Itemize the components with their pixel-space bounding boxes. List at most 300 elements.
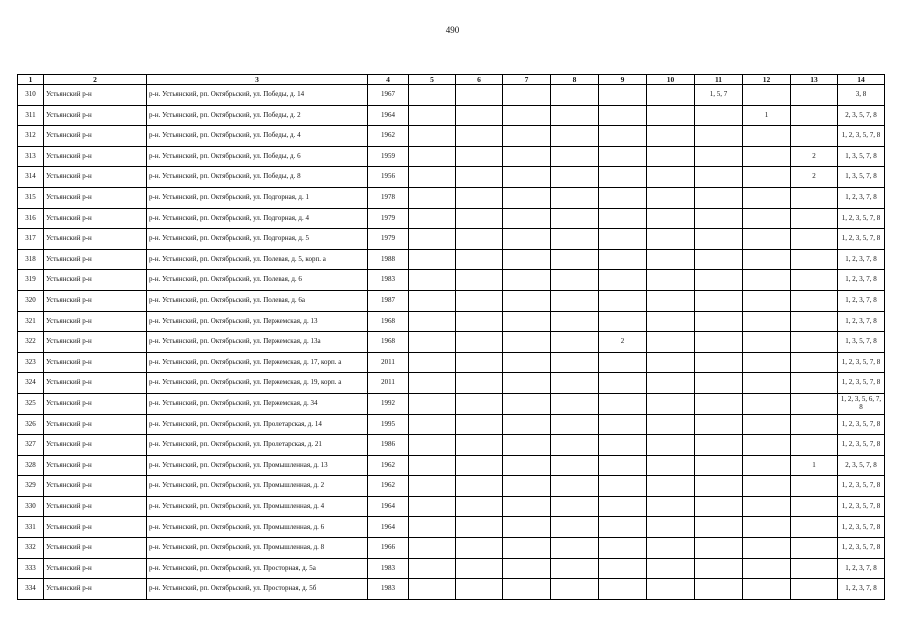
col-7-cell — [503, 270, 551, 291]
col-9-cell — [599, 208, 647, 229]
col-14-cell: 2, 3, 5, 7, 8 — [838, 455, 885, 476]
district-cell: Устьянский р-н — [44, 579, 147, 600]
year-cell: 1988 — [368, 249, 409, 270]
col-13-cell — [791, 496, 838, 517]
col-10-cell — [647, 85, 695, 106]
col-9-cell — [599, 270, 647, 291]
col-10-cell — [647, 249, 695, 270]
col-13-cell — [791, 249, 838, 270]
district-cell: Устьянский р-н — [44, 187, 147, 208]
col-14-cell: 1, 2, 3, 5, 7, 8 — [838, 352, 885, 373]
col-12-cell — [743, 476, 791, 497]
col-7-cell — [503, 373, 551, 394]
col-7-cell — [503, 229, 551, 250]
col-9-cell — [599, 435, 647, 456]
col-11-cell — [695, 579, 743, 600]
table-row — [18, 332, 885, 353]
col-12-cell — [743, 538, 791, 559]
col-7-cell — [503, 208, 551, 229]
col-8-cell — [551, 496, 599, 517]
row-number: 310 — [18, 85, 44, 106]
col-9-cell — [599, 414, 647, 435]
col-8-cell — [551, 290, 599, 311]
col-12-cell — [743, 352, 791, 373]
col-8-cell — [551, 270, 599, 291]
col-9-cell — [599, 393, 647, 414]
col-7-cell — [503, 579, 551, 600]
table-row — [18, 208, 885, 229]
col-11-cell — [695, 332, 743, 353]
row-number: 313 — [18, 146, 44, 167]
col-6-cell — [456, 208, 503, 229]
address-cell: р-н. Устьянский, рп. Октябрьский, ул. Промышленная, д. 4 — [147, 496, 368, 517]
col-8-cell — [551, 414, 599, 435]
row-number: 331 — [18, 517, 44, 538]
address-cell: р-н. Устьянский, рп. Октябрьский, ул. Подгорная, д. 1 — [147, 187, 368, 208]
col-8-cell — [551, 126, 599, 147]
year-cell: 1966 — [368, 538, 409, 559]
col-10-cell — [647, 105, 695, 126]
col-5-cell — [409, 187, 456, 208]
year-cell: 1968 — [368, 311, 409, 332]
col-12-cell — [743, 393, 791, 414]
address-cell: р-н. Устьянский, рп. Октябрьский, ул. Победы, д. 14 — [147, 85, 368, 106]
col-8-cell — [551, 393, 599, 414]
row-number: 322 — [18, 332, 44, 353]
col-5-cell — [409, 579, 456, 600]
address-cell: р-н. Устьянский, рп. Октябрьский, ул. Просторная, д. 5б — [147, 579, 368, 600]
district-cell: Устьянский р-н — [44, 208, 147, 229]
year-cell: 2011 — [368, 352, 409, 373]
column-header-14: 14 — [838, 75, 885, 85]
col-11-cell — [695, 496, 743, 517]
row-number: 323 — [18, 352, 44, 373]
col-7-cell — [503, 496, 551, 517]
col-9-cell: 2 — [599, 332, 647, 353]
year-cell: 1978 — [368, 187, 409, 208]
year-cell: 1987 — [368, 290, 409, 311]
col-11-cell — [695, 249, 743, 270]
table-row — [18, 146, 885, 167]
col-10-cell — [647, 373, 695, 394]
district-cell: Устьянский р-н — [44, 167, 147, 188]
col-12-cell — [743, 146, 791, 167]
col-13-cell — [791, 414, 838, 435]
col-8-cell — [551, 435, 599, 456]
col-13-cell — [791, 270, 838, 291]
col-8-cell — [551, 85, 599, 106]
district-cell: Устьянский р-н — [44, 290, 147, 311]
col-11-cell — [695, 167, 743, 188]
col-14-cell: 1, 2, 3, 5, 7, 8 — [838, 414, 885, 435]
col-11-cell — [695, 352, 743, 373]
row-number: 326 — [18, 414, 44, 435]
col-14-cell: 1, 2, 3, 7, 8 — [838, 187, 885, 208]
table-row — [18, 167, 885, 188]
col-5-cell — [409, 332, 456, 353]
table-row — [18, 126, 885, 147]
district-cell: Устьянский р-н — [44, 455, 147, 476]
address-cell: р-н. Устьянский, рп. Октябрьский, ул. Полевая, д. 6 — [147, 270, 368, 291]
col-13-cell — [791, 187, 838, 208]
col-10-cell — [647, 435, 695, 456]
col-11-cell — [695, 229, 743, 250]
year-cell: 1986 — [368, 435, 409, 456]
row-number: 328 — [18, 455, 44, 476]
col-6-cell — [456, 455, 503, 476]
column-header-7: 7 — [503, 75, 551, 85]
col-6-cell — [456, 414, 503, 435]
col-7-cell — [503, 352, 551, 373]
col-13-cell: 2 — [791, 146, 838, 167]
col-6-cell — [456, 249, 503, 270]
col-9-cell — [599, 373, 647, 394]
col-5-cell — [409, 558, 456, 579]
address-cell: р-н. Устьянский, рп. Октябрьский, ул. Пержемская, д. 17, корп. а — [147, 352, 368, 373]
column-header-9: 9 — [599, 75, 647, 85]
col-8-cell — [551, 208, 599, 229]
col-7-cell — [503, 311, 551, 332]
col-7-cell — [503, 290, 551, 311]
col-10-cell — [647, 476, 695, 497]
col-6-cell — [456, 496, 503, 517]
address-cell: р-н. Устьянский, рп. Октябрьский, ул. Промышленная, д. 2 — [147, 476, 368, 497]
col-5-cell — [409, 476, 456, 497]
address-cell: р-н. Устьянский, рп. Октябрьский, ул. Полевая, д. 5, корп. а — [147, 249, 368, 270]
col-6-cell — [456, 352, 503, 373]
col-5-cell — [409, 167, 456, 188]
district-cell: Устьянский р-н — [44, 229, 147, 250]
col-14-cell: 2, 3, 5, 7, 8 — [838, 105, 885, 126]
column-header-3: 3 — [147, 75, 368, 85]
col-9-cell — [599, 579, 647, 600]
col-10-cell — [647, 579, 695, 600]
col-11-cell — [695, 558, 743, 579]
col-8-cell — [551, 455, 599, 476]
col-6-cell — [456, 311, 503, 332]
table-row — [18, 579, 885, 600]
col-5-cell — [409, 126, 456, 147]
col-11-cell — [695, 126, 743, 147]
col-11-cell — [695, 146, 743, 167]
col-14-cell: 1, 2, 3, 5, 7, 8 — [838, 496, 885, 517]
col-14-cell: 1, 2, 3, 5, 7, 8 — [838, 538, 885, 559]
col-9-cell — [599, 311, 647, 332]
year-cell: 1979 — [368, 229, 409, 250]
address-cell: р-н. Устьянский, рп. Октябрьский, ул. Пержемская, д. 13а — [147, 332, 368, 353]
table-row — [18, 414, 885, 435]
col-9-cell — [599, 126, 647, 147]
col-14-cell: 1, 2, 3, 5, 7, 8 — [838, 476, 885, 497]
column-header-1: 1 — [18, 75, 44, 85]
col-8-cell — [551, 311, 599, 332]
col-6-cell — [456, 270, 503, 291]
col-6-cell — [456, 517, 503, 538]
col-10-cell — [647, 414, 695, 435]
table-row — [18, 496, 885, 517]
col-11-cell — [695, 208, 743, 229]
address-cell: р-н. Устьянский, рп. Октябрьский, ул. Пролетарская, д. 14 — [147, 414, 368, 435]
col-6-cell — [456, 476, 503, 497]
col-7-cell — [503, 435, 551, 456]
col-7-cell — [503, 538, 551, 559]
col-9-cell — [599, 476, 647, 497]
col-13-cell: 1 — [791, 455, 838, 476]
district-cell: Устьянский р-н — [44, 558, 147, 579]
col-9-cell — [599, 517, 647, 538]
table-body — [18, 85, 885, 600]
col-10-cell — [647, 517, 695, 538]
col-7-cell — [503, 332, 551, 353]
address-cell: р-н. Устьянский, рп. Октябрьский, ул. Подгорная, д. 4 — [147, 208, 368, 229]
table-row — [18, 393, 885, 414]
col-6-cell — [456, 167, 503, 188]
col-5-cell — [409, 146, 456, 167]
table-row — [18, 290, 885, 311]
col-11-cell — [695, 517, 743, 538]
col-6-cell — [456, 373, 503, 394]
col-7-cell — [503, 558, 551, 579]
col-9-cell — [599, 290, 647, 311]
col-5-cell — [409, 270, 456, 291]
col-13-cell — [791, 105, 838, 126]
district-cell: Устьянский р-н — [44, 332, 147, 353]
row-number: 325 — [18, 393, 44, 414]
col-13-cell — [791, 352, 838, 373]
col-6-cell — [456, 558, 503, 579]
col-13-cell — [791, 579, 838, 600]
year-cell: 1983 — [368, 558, 409, 579]
col-12-cell — [743, 414, 791, 435]
col-9-cell — [599, 249, 647, 270]
table-row — [18, 476, 885, 497]
col-5-cell — [409, 249, 456, 270]
col-8-cell — [551, 476, 599, 497]
row-number: 320 — [18, 290, 44, 311]
district-cell: Устьянский р-н — [44, 517, 147, 538]
district-cell: Устьянский р-н — [44, 373, 147, 394]
col-11-cell — [695, 538, 743, 559]
col-7-cell — [503, 105, 551, 126]
col-9-cell — [599, 85, 647, 106]
row-number: 334 — [18, 579, 44, 600]
district-cell: Устьянский р-н — [44, 435, 147, 456]
col-5-cell — [409, 290, 456, 311]
col-7-cell — [503, 249, 551, 270]
table-row — [18, 187, 885, 208]
address-cell: р-н. Устьянский, рп. Октябрьский, ул. Промышленная, д. 13 — [147, 455, 368, 476]
year-cell: 1992 — [368, 393, 409, 414]
col-14-cell: 1, 2, 3, 7, 8 — [838, 311, 885, 332]
row-number: 333 — [18, 558, 44, 579]
col-14-cell: 1, 2, 3, 5, 7, 8 — [838, 126, 885, 147]
col-6-cell — [456, 146, 503, 167]
col-10-cell — [647, 290, 695, 311]
table-row — [18, 455, 885, 476]
address-cell: р-н. Устьянский, рп. Октябрьский, ул. Пролетарская, д. 21 — [147, 435, 368, 456]
district-cell: Устьянский р-н — [44, 126, 147, 147]
address-cell: р-н. Устьянский, рп. Октябрьский, ул. Пержемская, д. 19, корп. а — [147, 373, 368, 394]
col-9-cell — [599, 455, 647, 476]
col-12-cell — [743, 496, 791, 517]
district-cell: Устьянский р-н — [44, 146, 147, 167]
col-14-cell: 1, 2, 3, 5, 7, 8 — [838, 208, 885, 229]
address-cell: р-н. Устьянский, рп. Октябрьский, ул. Победы, д. 8 — [147, 167, 368, 188]
col-11-cell: 1, 5, 7 — [695, 85, 743, 106]
address-cell: р-н. Устьянский, рп. Октябрьский, ул. Подгорная, д. 5 — [147, 229, 368, 250]
col-10-cell — [647, 187, 695, 208]
col-10-cell — [647, 146, 695, 167]
row-number: 319 — [18, 270, 44, 291]
col-12-cell — [743, 208, 791, 229]
col-7-cell — [503, 517, 551, 538]
col-14-cell: 1, 3, 5, 7, 8 — [838, 167, 885, 188]
address-cell: р-н. Устьянский, рп. Октябрьский, ул. Пержемская, д. 34 — [147, 393, 368, 414]
year-cell: 1967 — [368, 85, 409, 106]
district-cell: Устьянский р-н — [44, 311, 147, 332]
column-header-8: 8 — [551, 75, 599, 85]
col-13-cell — [791, 538, 838, 559]
col-11-cell — [695, 393, 743, 414]
col-10-cell — [647, 126, 695, 147]
column-header-13: 13 — [791, 75, 838, 85]
col-12-cell — [743, 187, 791, 208]
year-cell: 1968 — [368, 332, 409, 353]
col-12-cell — [743, 167, 791, 188]
col-8-cell — [551, 229, 599, 250]
col-6-cell — [456, 290, 503, 311]
col-8-cell — [551, 167, 599, 188]
col-8-cell — [551, 517, 599, 538]
col-10-cell — [647, 229, 695, 250]
row-number: 318 — [18, 249, 44, 270]
col-9-cell — [599, 496, 647, 517]
table-row — [18, 85, 885, 106]
col-14-cell: 1, 2, 3, 7, 8 — [838, 558, 885, 579]
col-13-cell — [791, 229, 838, 250]
col-14-cell: 1, 2, 3, 5, 7, 8 — [838, 229, 885, 250]
year-cell: 1964 — [368, 105, 409, 126]
row-number: 327 — [18, 435, 44, 456]
district-cell: Устьянский р-н — [44, 249, 147, 270]
col-13-cell — [791, 393, 838, 414]
column-header-10: 10 — [647, 75, 695, 85]
col-14-cell: 1, 2, 3, 5, 7, 8 — [838, 373, 885, 394]
col-10-cell — [647, 332, 695, 353]
col-5-cell — [409, 352, 456, 373]
table-row — [18, 270, 885, 291]
col-11-cell — [695, 290, 743, 311]
column-header-2: 2 — [44, 75, 147, 85]
district-cell: Устьянский р-н — [44, 270, 147, 291]
year-cell: 1983 — [368, 579, 409, 600]
col-7-cell — [503, 393, 551, 414]
district-cell: Устьянский р-н — [44, 393, 147, 414]
row-number: 329 — [18, 476, 44, 497]
table-row — [18, 373, 885, 394]
column-header-11: 11 — [695, 75, 743, 85]
col-6-cell — [456, 579, 503, 600]
col-5-cell — [409, 311, 456, 332]
address-cell: р-н. Устьянский, рп. Октябрьский, ул. Промышленная, д. 8 — [147, 538, 368, 559]
header-row — [18, 75, 885, 85]
col-5-cell — [409, 208, 456, 229]
col-14-cell: 1, 2, 3, 7, 8 — [838, 270, 885, 291]
col-5-cell — [409, 538, 456, 559]
table-row — [18, 435, 885, 456]
col-12-cell — [743, 455, 791, 476]
col-6-cell — [456, 229, 503, 250]
col-9-cell — [599, 167, 647, 188]
district-cell: Устьянский р-н — [44, 476, 147, 497]
column-header-6: 6 — [456, 75, 503, 85]
col-10-cell — [647, 455, 695, 476]
col-5-cell — [409, 393, 456, 414]
col-5-cell — [409, 105, 456, 126]
column-header-5: 5 — [409, 75, 456, 85]
col-14-cell: 3, 8 — [838, 85, 885, 106]
col-10-cell — [647, 352, 695, 373]
col-5-cell — [409, 496, 456, 517]
col-14-cell: 1, 2, 3, 5, 6, 7, 8 — [838, 393, 885, 414]
col-11-cell — [695, 455, 743, 476]
col-10-cell — [647, 311, 695, 332]
col-13-cell — [791, 332, 838, 353]
col-8-cell — [551, 579, 599, 600]
col-7-cell — [503, 476, 551, 497]
address-cell: р-н. Устьянский, рп. Октябрьский, ул. Промышленная, д. 6 — [147, 517, 368, 538]
col-8-cell — [551, 538, 599, 559]
col-8-cell — [551, 332, 599, 353]
district-cell: Устьянский р-н — [44, 538, 147, 559]
address-cell: р-н. Устьянский, рп. Октябрьский, ул. Победы, д. 2 — [147, 105, 368, 126]
address-cell: р-н. Устьянский, рп. Октябрьский, ул. Победы, д. 4 — [147, 126, 368, 147]
col-13-cell — [791, 126, 838, 147]
address-cell: р-н. Устьянский, рп. Октябрьский, ул. Победы, д. 6 — [147, 146, 368, 167]
col-11-cell — [695, 270, 743, 291]
col-12-cell — [743, 435, 791, 456]
col-11-cell — [695, 187, 743, 208]
col-9-cell — [599, 558, 647, 579]
col-12-cell — [743, 558, 791, 579]
col-5-cell — [409, 517, 456, 538]
row-number: 312 — [18, 126, 44, 147]
col-8-cell — [551, 352, 599, 373]
col-5-cell — [409, 373, 456, 394]
col-13-cell — [791, 85, 838, 106]
col-14-cell: 1, 3, 5, 7, 8 — [838, 332, 885, 353]
page-number: 490 — [445, 25, 460, 35]
col-5-cell — [409, 435, 456, 456]
col-13-cell — [791, 311, 838, 332]
col-10-cell — [647, 538, 695, 559]
col-10-cell — [647, 558, 695, 579]
address-cell: р-н. Устьянский, рп. Октябрьский, ул. Просторная, д. 5а — [147, 558, 368, 579]
row-number: 321 — [18, 311, 44, 332]
col-12-cell — [743, 579, 791, 600]
year-cell: 1962 — [368, 126, 409, 147]
col-8-cell — [551, 187, 599, 208]
district-cell: Устьянский р-н — [44, 496, 147, 517]
col-13-cell — [791, 558, 838, 579]
col-12-cell — [743, 229, 791, 250]
col-6-cell — [456, 126, 503, 147]
col-10-cell — [647, 393, 695, 414]
year-cell: 2011 — [368, 373, 409, 394]
col-7-cell — [503, 187, 551, 208]
table-row — [18, 229, 885, 250]
col-11-cell — [695, 311, 743, 332]
